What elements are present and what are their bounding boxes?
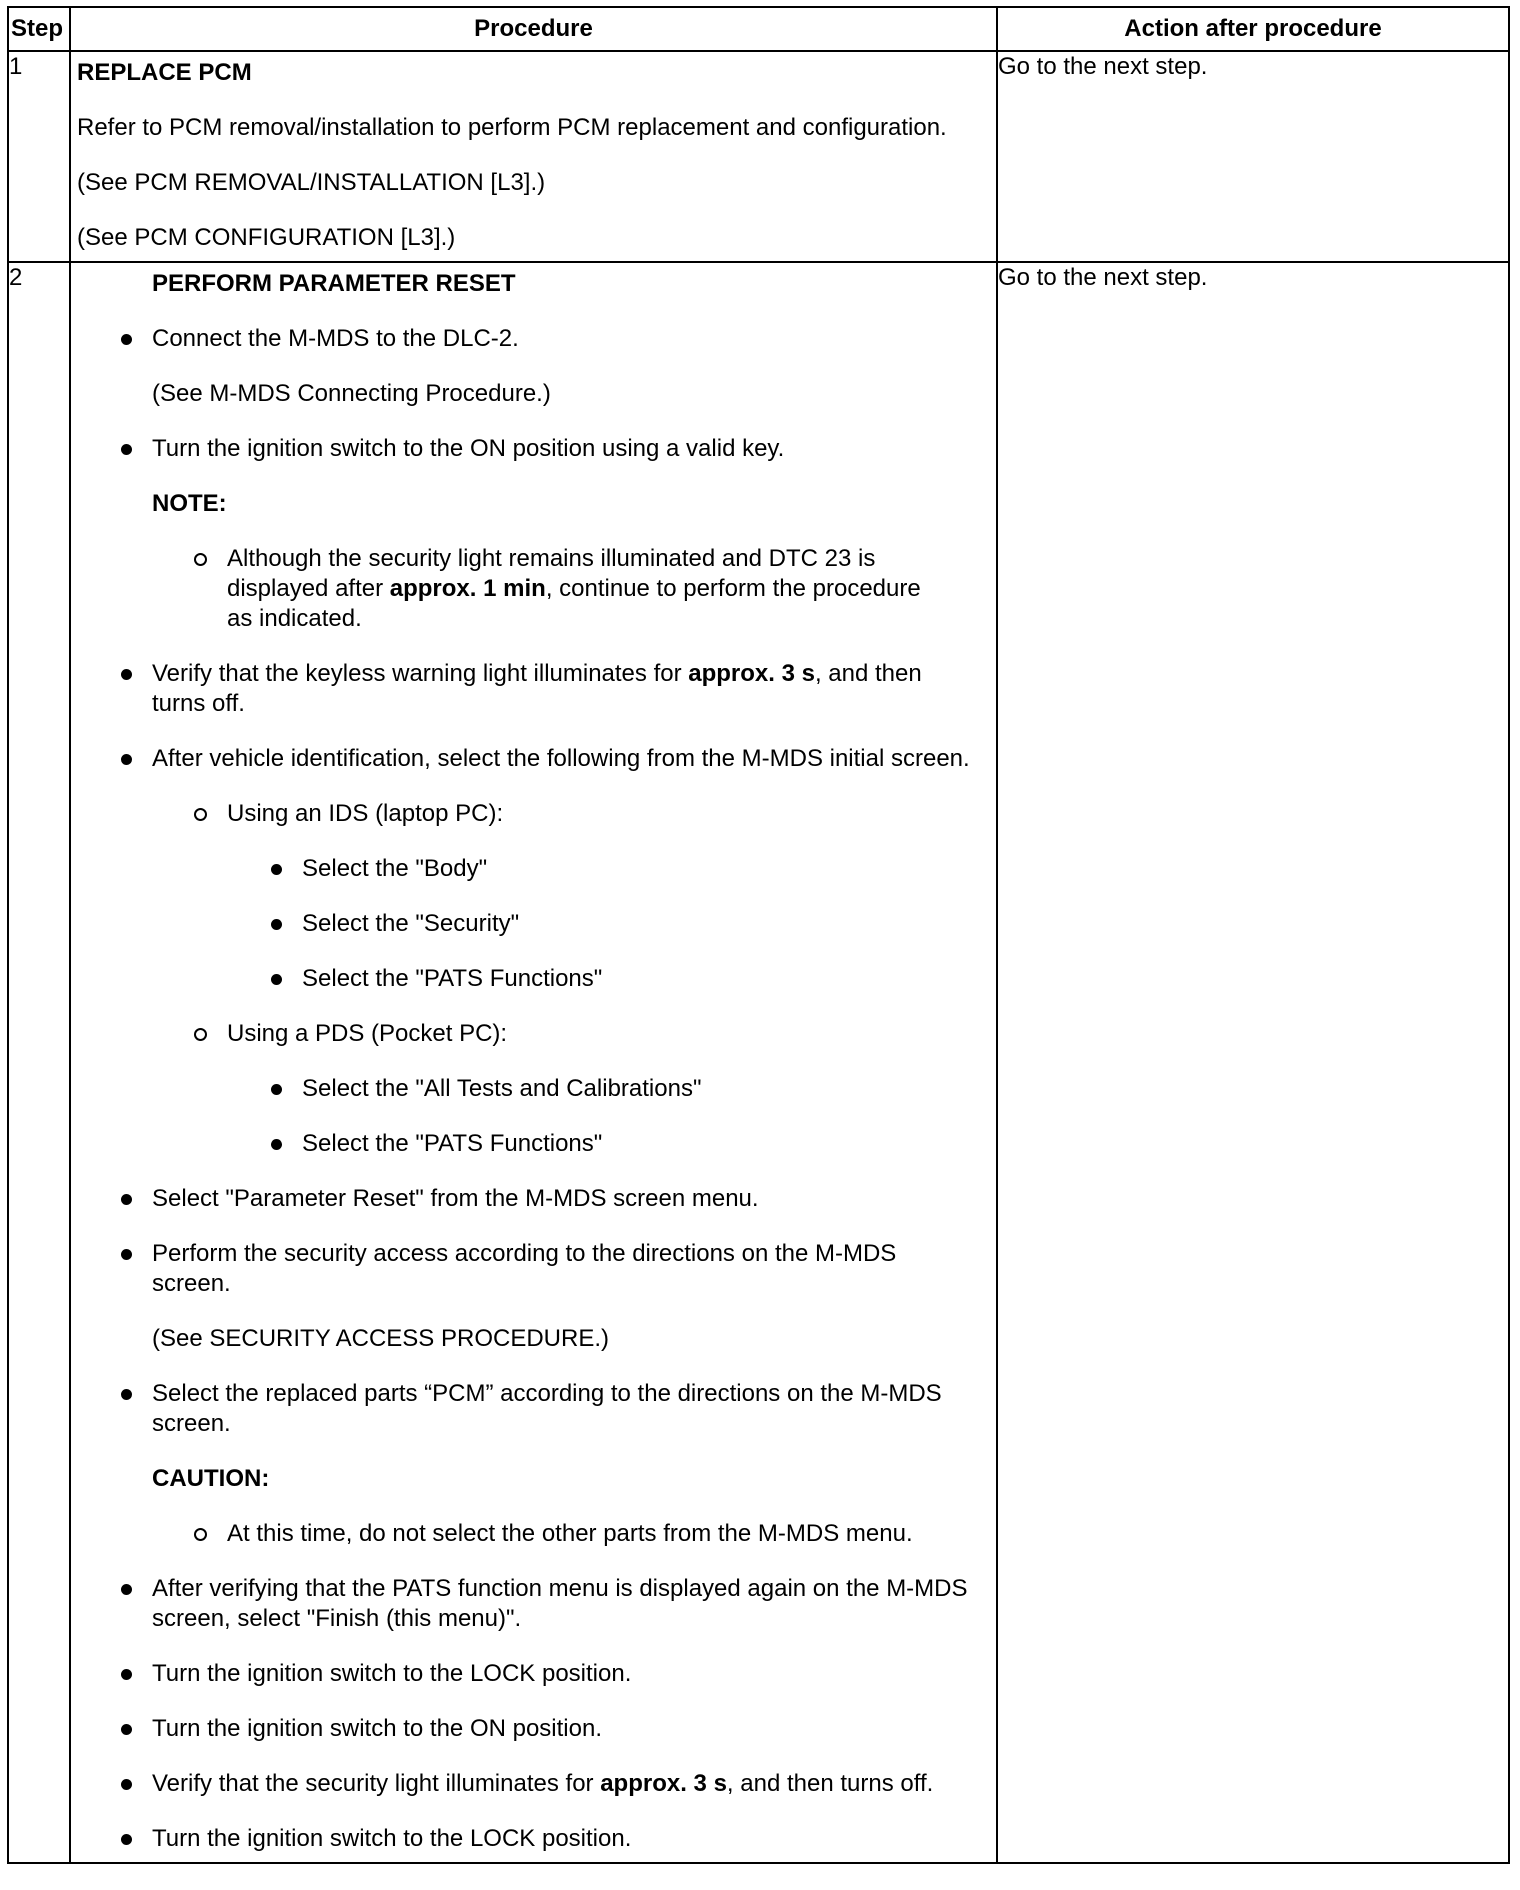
sub-sub-item: Select the "Security" (302, 909, 990, 939)
sub-sub-item: Select the "All Tests and Calibrations" (302, 1074, 990, 1104)
bullet-item: Perform the security access according to the directions on the M-MDS screen. (152, 1239, 970, 1299)
procedure-cell (70, 51, 997, 262)
bullet-item: After vehicle identification, select the following from the M-MDS initial screen. (152, 745, 970, 772)
bullet-item: Turn the ignition switch to the LOCK position. (152, 1824, 970, 1854)
header-step: Step (8, 7, 70, 51)
bullet-item: Connect the M-MDS to the DLC-2. (152, 324, 970, 354)
sub-item: Using a PDS (Pocket PC): (227, 1019, 950, 1049)
caution-label: CAUTION: (152, 1465, 270, 1492)
bullet-item: After verifying that the PATS function menu is displayed again on the M-MDS screen, select "Finish (this menu)". (152, 1574, 970, 1634)
note-item: Although the security light remains illuminated and DTC 23 is displayed after approx. 1 min, continue to perform the procedure as indicated. (227, 544, 950, 634)
step-title: REPLACE PCM (77, 59, 252, 86)
sub-item: Using an IDS (laptop PC): (227, 799, 950, 829)
action-cell: Go to the next step. (997, 51, 1509, 262)
sub-sub-item: Select the "PATS Functions" (302, 1129, 990, 1159)
bullet-item: Verify that the keyless warning light illuminates for approx. 3 s, and then turns off. (152, 659, 970, 719)
bullet-item: Select the replaced parts “PCM” according to the directions on the M-MDS screen. (152, 1379, 970, 1439)
note-label: NOTE: (152, 490, 227, 517)
procedure-line: Refer to PCM removal/installation to perform PCM replacement and configuration. (77, 114, 947, 141)
procedure-cell (70, 262, 997, 1863)
bullet-item: Turn the ignition switch to the LOCK position. (152, 1659, 970, 1689)
procedure-table (7, 6, 1510, 1864)
reference-link: (See PCM REMOVAL/INSTALLATION [L3].) (77, 169, 546, 196)
bullet-item: Turn the ignition switch to the ON position using a valid key. (152, 434, 970, 464)
sub-sub-item: Select the "PATS Functions" (302, 964, 990, 994)
bullet-item: Select "Parameter Reset" from the M-MDS screen menu. (152, 1184, 970, 1214)
header-procedure: Procedure (70, 7, 997, 51)
sub-sub-item: Select the "Body" (302, 854, 990, 884)
step-number: 1 (8, 51, 70, 262)
reference-link: (See PCM CONFIGURATION [L3].) (77, 224, 456, 251)
step-title: PERFORM PARAMETER RESET (152, 270, 516, 297)
reference-link: (See SECURITY ACCESS PROCEDURE.) (152, 1325, 609, 1352)
bullet-item: Turn the ignition switch to the ON position. (152, 1714, 970, 1744)
table-row (8, 51, 1509, 262)
table-header-row (8, 7, 1509, 51)
table-row (8, 262, 1509, 1863)
reference-link: (See M-MDS Connecting Procedure.) (152, 380, 551, 407)
header-action: Action after procedure (997, 7, 1509, 51)
bullet-item: Verify that the security light illuminates for approx. 3 s, and then turns off. (152, 1769, 970, 1799)
caution-item: At this time, do not select the other parts from the M-MDS menu. (227, 1519, 950, 1549)
step-number: 2 (8, 262, 70, 1863)
action-cell: Go to the next step. (997, 262, 1509, 1863)
